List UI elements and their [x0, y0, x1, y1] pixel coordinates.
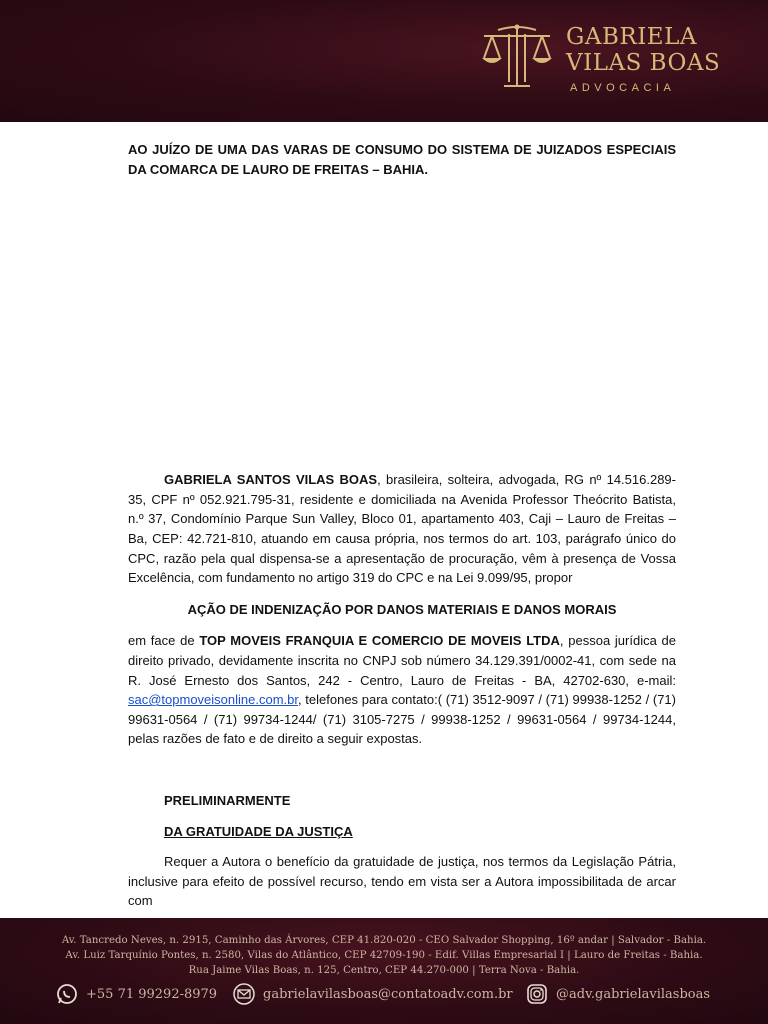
footer-phone-number: +55 71 99292-8979 — [86, 986, 218, 1002]
document-body — [128, 140, 676, 911]
office-address-salvador: Av. Tancredo Neves, n. 2915, Caminho das Árvores, CEP 41.820-020 - CEO Salvador Shopping, 16º andar | Salvador - Bahia. — [61, 935, 707, 946]
letterhead-footer — [0, 918, 768, 1024]
brand-name — [566, 24, 736, 76]
brand-logo — [478, 22, 728, 102]
office-address-terra-nova: Rua Jaime Vilas Boas, n. 125, Centro, CEP 44.270-000 | Terra Nova - Bahia. — [188, 965, 580, 976]
action-title: AÇÃO DE INDENIZAÇÃO POR DANOS MATERIAIS E DANOS MORAIS — [187, 601, 617, 617]
defendant-contact-details: , telefones para contato:( (71) 3512-9097 / (71) 99938-1252 / (71) 99631-0564 / (71) 99734-1244/ (71) 3105-7275 / 99938-1252 / 99631-0564 / 99734-1244, pelas razões de fato e de direito a seguir expostas. — [128, 692, 676, 747]
brand-subtitle: ADVOCACIA — [570, 82, 676, 94]
footer-email-address: gabrielavilasboas@contatoadv.com.br — [263, 986, 513, 1002]
letterhead-header — [0, 0, 768, 122]
footer-email[interactable] — [233, 982, 513, 1006]
plaintiff-details: , brasileira, solteira, advogada, RG nº 14.516.289-35, CPF nº 052.921.795-31, residente e domiciliada na Avenida Professor Theócrito Batista, n.º 37, Condomínio Parque Sun Valley, Bloco 01, apartamento 403, Caji – Lauro de Freitas – Ba, CEP: 42.721-810, atuando em causa própria, nos termos do art. 103, parágrafo único do CPC, razão pela qual dispensa-se a apresentação de procuração, vêm à presença de Vossa Excelência, com fundamento no artigo 319 do CPC e na Lei 9.099/95, propor — [128, 472, 676, 586]
court-addressee: AO JUÍZO DE UMA DAS VARAS DE CONSUMO DO SISTEMA DE JUIZADOS ESPECIAIS DA COMARCA DE LAURO DE FREITAS – BAHIA. — [128, 142, 676, 177]
defendant-name: TOP MOVEIS FRANQUIA E COMERCIO DE MOVEIS LTDA — [199, 633, 560, 649]
section-gratuity-heading — [128, 822, 676, 842]
defendant-qualification — [128, 631, 676, 749]
office-address-lauro-de-freitas: Av. Luiz Tarquínio Pontes, n. 2580, Vilas do Atlântico, CEP 42709-190 - Edif. Villas Empresarial I | Lauro de Freitas - Bahia. — [65, 950, 703, 961]
section-preliminary-heading: PRELIMINARMENTE — [164, 792, 291, 808]
instagram-icon — [526, 983, 548, 1005]
footer-instagram-handle: @adv.gabrielavilasboas — [556, 986, 711, 1002]
footer-instagram[interactable] — [526, 982, 710, 1006]
scales-of-justice-logo-icon — [478, 22, 556, 94]
defendant-details: , pessoa jurídica de direito privado, devidamente inscrita no CNPJ sob número 34.129.391/0002-41, com sede na R. José Ernesto dos Santos, 242 - Centro, Lauro de Freitas - BA, 42702-630, e-mail: — [128, 633, 677, 688]
section-gratuity-title: DA GRATUIDADE DA JUSTIÇA — [164, 823, 353, 839]
brand-name-line1: GABRIELA — [566, 24, 697, 50]
gratuity-paragraph: Requer a Autora o benefício da gratuidade de justiça, nos termos da Legislação Pátria, inclusive para efeito de possível recurso, tendo em vista ser a Autora impossibilitada de arcar com — [128, 854, 676, 909]
defendant-email-link[interactable]: sac@topmoveisonline.com.br — [128, 692, 298, 708]
plaintiff-qualification — [128, 470, 676, 588]
defendant-prefix: em face de — [128, 633, 200, 649]
brand-name-line2: VILAS BOAS — [566, 50, 721, 76]
footer-phone[interactable] — [56, 982, 217, 1006]
whatsapp-icon — [56, 983, 78, 1005]
plaintiff-name: GABRIELA SANTOS VILAS BOAS — [164, 472, 378, 488]
envelope-icon — [233, 983, 255, 1005]
